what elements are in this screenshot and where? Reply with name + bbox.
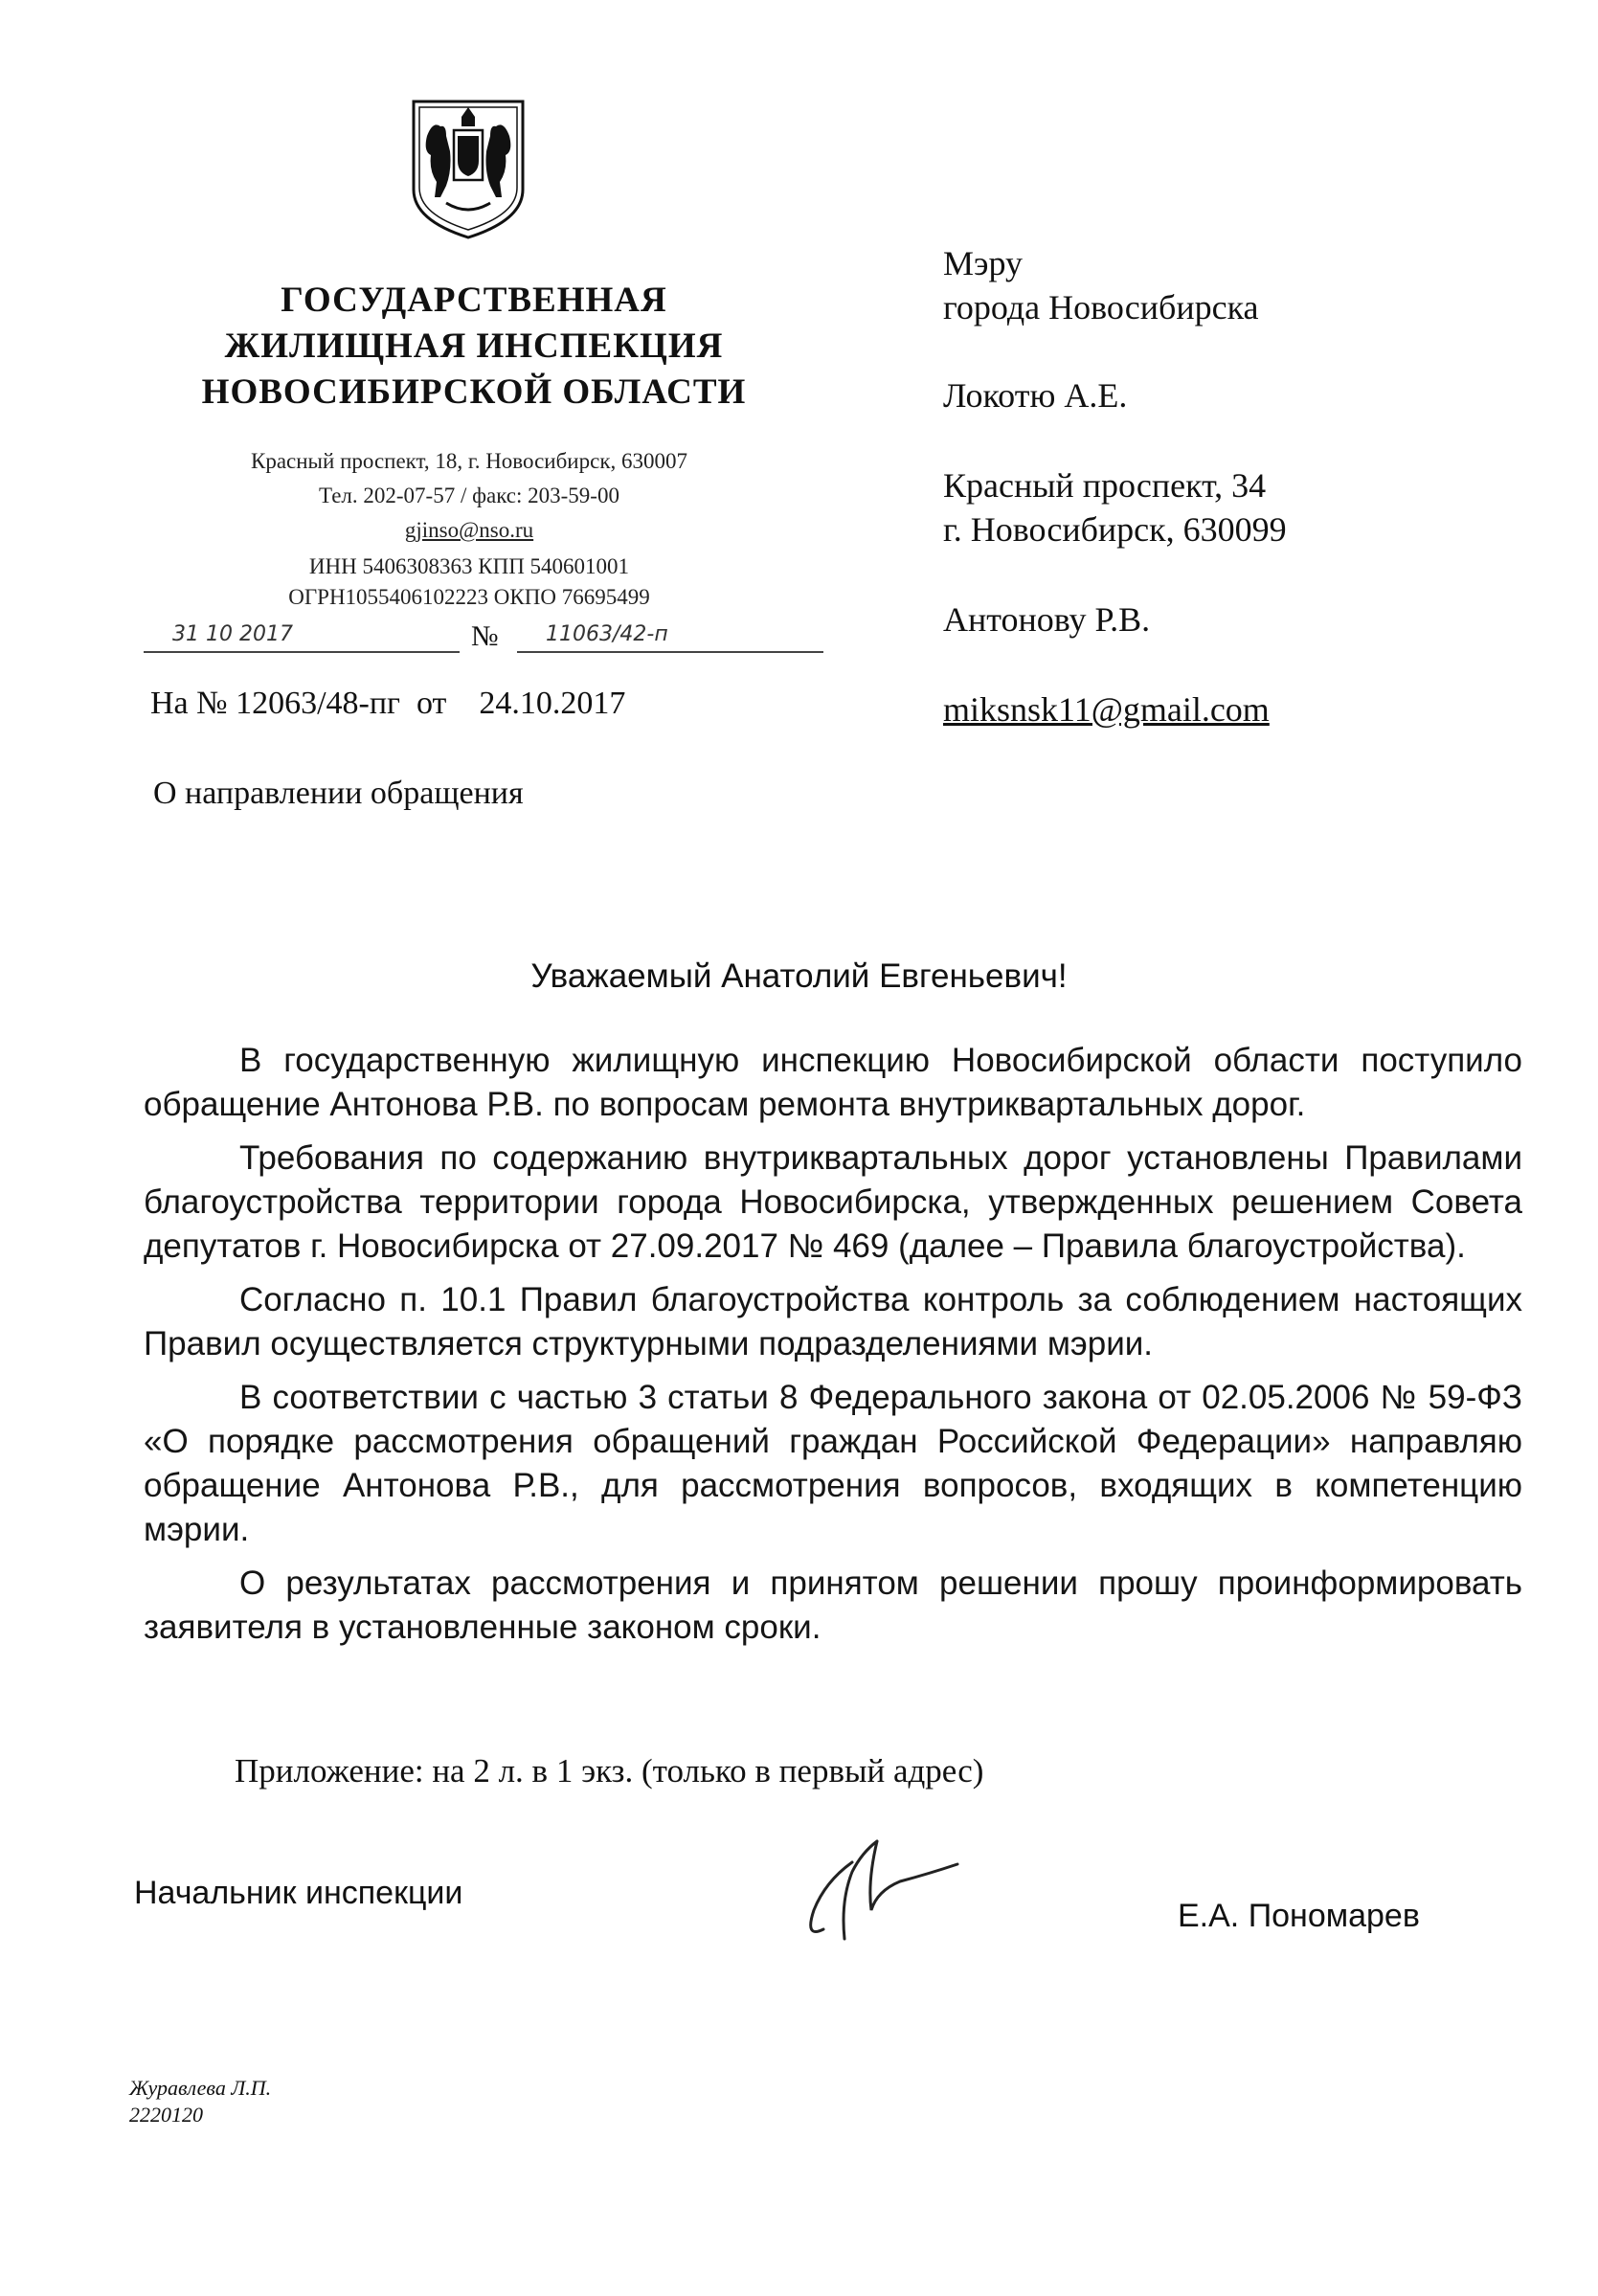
addressee-email-row [943, 687, 1270, 732]
addressee-line1: Мэру [943, 244, 1023, 282]
date-underline [144, 651, 460, 653]
reference-line: На № 12063/48-пг от 24.10.2017 [150, 686, 626, 721]
org-name-line3: НОВОСИБИРСКОЙ ОБЛАСТИ [201, 372, 747, 412]
subject-line: О направлении обращения [153, 776, 524, 811]
coat-of-arms-icon [408, 98, 529, 239]
executor-phone: 2220120 [129, 2103, 203, 2127]
issuer-email-row [115, 517, 823, 544]
signer-role: Начальник инспекции [134, 1875, 463, 1911]
body-paragraph-5: О результатах рассмотрения и принятом решении прошу проинформировать заявителя в установленные законом сроки. [144, 1564, 1522, 1646]
registration-date: 31 10 2017 [172, 622, 293, 646]
addressee-email-link[interactable]: miksnsk11@gmail.com [943, 690, 1270, 729]
addressee-line3: Локотю А.Е. [943, 376, 1128, 415]
executor-name: Журавлева Л.П. [129, 2076, 272, 2100]
issuer-ogrn-okpo: ОГРН1055406102223 ОКПО 76695499 [288, 585, 650, 609]
number-underline [517, 651, 823, 653]
handwritten-signature [785, 1824, 977, 1948]
body-paragraph-2: Требования по содержанию внутриквартальных дорог установлены Правилами благоустройства территории города Новосибирска, утвержденных решением Совета депутатов г. Новосибирска от 27.09.2017 № 469 (далее – Правила благоустройства). [144, 1139, 1522, 1265]
body-paragraph-4: В соответствии с частью 3 статьи 8 Федерального закона от 02.05.2006 № 59-ФЗ «О порядке рассмотрения обращений граждан Российской Федерации» направляю обращение Антонова Р.В., для рассмотрения вопросов, входящих в компетенцию мэрии. [144, 1379, 1522, 1548]
addressee-line2: города Новосибирска [943, 288, 1259, 326]
issuer-inn-kpp: ИНН 5406308363 КПП 540601001 [308, 554, 630, 578]
org-name-line1: ГОСУДАРСТВЕННАЯ [281, 281, 667, 320]
addressee-line4: Красный проспект, 34 [943, 466, 1267, 505]
issuer-address: Красный проспект, 18, г. Новосибирск, 630007 [250, 449, 687, 473]
addressee-line6: Антонову Р.В. [943, 600, 1151, 639]
body-paragraph-1: В государственную жилищную инспекцию Новосибирской области поступило обращение Антонова Р.В. по вопросам ремонта внутриквартальных дорог. [144, 1042, 1522, 1123]
issuer-email-link[interactable]: gjinso@nso.ru [404, 518, 534, 542]
signer-name: Е.А. Пономарев [1178, 1898, 1420, 1934]
salutation: Уважаемый Анатолий Евгеньевич! [530, 957, 1068, 995]
letter-body [144, 1039, 1522, 1659]
registration-number-label: № [471, 620, 499, 652]
issuer-phone-fax: Тел. 202-07-57 / факс: 203-59-00 [319, 484, 619, 507]
attachment-line: Приложение: на 2 л. в 1 экз. (только в первый адрес) [235, 1752, 984, 1790]
registration-line [144, 620, 833, 653]
registration-number: 11063/42-п [546, 622, 668, 646]
org-name-line2: ЖИЛИЩНАЯ ИНСПЕКЦИЯ [224, 326, 724, 366]
addressee-line5: г. Новосибирск, 630099 [943, 510, 1287, 549]
body-paragraph-3: Согласно п. 10.1 Правил благоустройства контроль за соблюдением настоящих Правил осуществляется структурными подразделениями мэрии. [144, 1281, 1522, 1362]
